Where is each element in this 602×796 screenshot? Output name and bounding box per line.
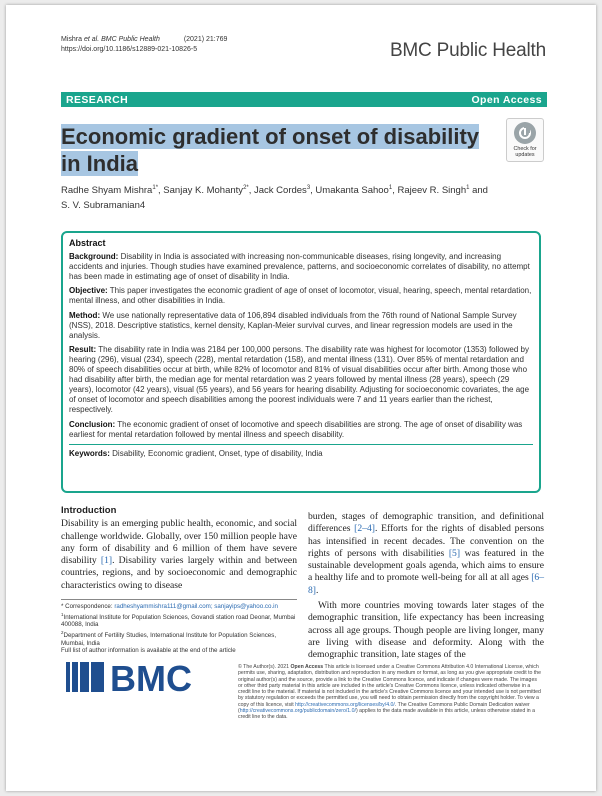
correspondence-emails[interactable]: radheshyammishra111@gmail.com; sanjayips@yahoo.co.in — [114, 603, 278, 610]
citation-etal: et al. — [83, 36, 100, 43]
right-paragraph-1 — [308, 511, 544, 597]
article-type-bar — [61, 92, 547, 107]
objective-text: This paper investigates the economic gradient of age of onset of locomotor, visual, hearing, speech, mental retardation, mental illness, and other disabilities in India. — [69, 286, 532, 306]
author-list — [61, 181, 531, 213]
abstract-keywords — [69, 444, 533, 459]
affiliation-1: $^1$International Institute for Population Sciences, Govandi station road Deonar, Mumbai 400088, India — [61, 611, 296, 629]
check-updates-label: Check for updates — [513, 146, 537, 158]
objective-label: Objective: — [69, 286, 108, 296]
keywords-label: Keywords: — [69, 448, 110, 458]
correspondence-label: * Correspondence: — [61, 603, 113, 610]
abstract-method — [69, 311, 533, 341]
cc-license-link[interactable]: http://creativecommons.org/licenses/by/4.0/ — [295, 701, 395, 708]
author-line-2: S. V. Subramanian4 — [61, 200, 146, 212]
abstract-heading: Abstract — [69, 238, 106, 248]
reference-link[interactable]: [6–8] — [308, 572, 544, 596]
reference-link[interactable]: [2–4] — [354, 523, 375, 535]
affiliation-2: $^2$Department of Fertility Studies, International Institute for Population Sciences, Mumbai, India — [61, 629, 277, 647]
correspondence-line — [61, 603, 297, 611]
citation-year-volume: (2021) 21:769 — [183, 36, 228, 43]
check-for-updates-badge[interactable] — [506, 118, 544, 162]
abstract-result — [69, 345, 533, 416]
abstract-objective — [69, 286, 533, 306]
license-text-3: ) applies to the data made available in this article, unless otherwise stated in a credit line to the data. — [238, 708, 536, 721]
article-title-text: Economic gradient of onset of disability in India — [61, 124, 480, 176]
background-text: Disability in India is associated with increasing non-communicable diseases, rising longevity, and increasing accidents and injuries. Though studies have examined prevalence, patterns, and socioeconomic correlates of disability, no attempt has been made in estimating age of onset of disability in India. — [69, 252, 530, 282]
article-type-label: RESEARCH — [66, 93, 129, 106]
license-statement — [238, 664, 542, 721]
conclusion-label: Conclusion: — [69, 419, 116, 429]
right-text-c: was featured in the sustainable development goals agenda, which aims to ensure a healthy life and to promote well-being for all at all ages — [308, 547, 544, 584]
keywords-text: Disability, Economic gradient, Onset, type of disability, India — [112, 448, 323, 458]
intro-text-a: Disability is an emerging public health, economic, and social challenge worldwide. Globally, over 150 million people have any form of disability and 6 million of them have severe disability — [61, 518, 297, 567]
copyright-text: © The Author(s). 2021 — [238, 664, 290, 670]
journal-brand[interactable]: BMC Public Health — [389, 40, 546, 61]
citation-authors: Mishra — [61, 36, 83, 43]
background-label: Background: — [69, 252, 119, 262]
abstract-conclusion — [69, 420, 533, 440]
abstract-background — [69, 252, 533, 282]
license-text-2: . The Creative Commons Public Domain Dedication waiver ( — [238, 701, 530, 715]
conclusion-text: The economic gradient of onset of locomotive and speech disabilities are strong. The age of onset of disability was earliest for mental retardation followed by mental illness and speech disability. — [69, 419, 523, 439]
author-info-note: Full list of author information is available at the end of the article — [61, 647, 236, 655]
doi-link[interactable]: https://doi.org/10.1186/s12889-021-10826-5 — [61, 46, 198, 53]
open-access-badge-text: Open Access — [290, 664, 324, 670]
bmc-logo — [66, 657, 216, 695]
check-updates-icon — [514, 122, 536, 144]
cc-zero-link[interactable]: http://creativecommons.org/publicdomain/zero/1.0/ — [239, 708, 356, 715]
correspondence-footnote — [61, 599, 297, 655]
right-text-b: . Efforts for the rights of disabled persons has intensified in recent decades. The convention on the rights of persons with disabilities — [308, 523, 544, 559]
citation-journal: BMC Public Health — [101, 36, 160, 43]
svg-text:BMC: BMC — [110, 658, 192, 695]
license-text-1: This article is licensed under a Creative Commons Attribution 4.0 International License, which permits use, sharing, adaptation, distribution and reproduction in any medium or format, as long as you give appropriate credit to the original author(s) and the source, provide a link to the Creative Commons licence, and indicate if changes were made. The images or other third party material in this article are included in the article's Creative Commons licence, unless indicated otherwise in a credit line to the material. If material is not included in the article's Creative Commons licence and your intended use is not permitted by statutory regulation or exceeds the permitted use, you will need to obtain permission directly from the copyright holder. To view a copy of this licence, visit — [238, 664, 542, 708]
intro-paragraph-1 — [61, 518, 297, 592]
reference-link[interactable]: [1] — [100, 555, 113, 567]
citation-header — [61, 35, 227, 55]
body-column-right — [308, 511, 544, 662]
article-page — [6, 5, 596, 791]
reference-link[interactable]: [5] — [448, 547, 461, 559]
author-line-1: Radhe Shyam Mishra$^{1*}$, Sanjay K. Mohanty$^{2*}$, Jack Cordes$^3$, Umakanta Sahoo$^1$, Rajeev R. Singh$^1$ and — [61, 185, 488, 197]
open-access-label: Open Access — [471, 93, 542, 106]
right-paragraph-2: With more countries moving towards later stages of the demographic transition, life expectancy has been increasing across all age groups. Though people are living longer, many are living with disease and deformity. Along with the demographic transition, late stages of the — [308, 600, 544, 661]
right-text-a: burden, stages of demographic transition, and definitional differences — [308, 511, 544, 535]
method-text: We use nationally representative data of 106,894 disabled individuals from the 76th round of National Sample Survey (NSS), 2018. Descriptive statistics, kernel density, Kaplan-Meier survival curves, and linear regression models are used in the analysis. — [69, 310, 517, 340]
result-label: Result: — [69, 344, 97, 354]
introduction-heading: Introduction — [61, 505, 117, 516]
result-text: The disability rate in India was 2184 per 100,000 persons. The disability rate was highest for locomotor (1353) followed by hearing (296), visual (234), speech (228), mental retardation (158), and mental illness (131). Over 85% of mental retardation and 80% of speech disabilities occur at birth, while 82% of locomotor and 81% of visual disabilities occur after birth. Among those who had disability after birth, the median age for mental retardation was 2 years followed by mental illness (28 years), speech (29 years), locomotor (42 years), visual (55 years), and 56 years for hearing disability. Adjusting for socioeconomic covariates, the age of onset of locomotor and speech disabilities among the poorest individuals were 7 and 11 years earlier than the richest, respectively. — [69, 344, 530, 415]
abstract-box — [61, 231, 541, 493]
intro-text-b: . Disability varies largely within and between countries, regions, and by socioeconomic and demographic characteristics owing to disease — [61, 555, 297, 591]
body-column-left — [61, 505, 297, 592]
right-text-d: . — [316, 584, 319, 596]
article-title — [61, 123, 501, 177]
method-label: Method: — [69, 310, 101, 320]
